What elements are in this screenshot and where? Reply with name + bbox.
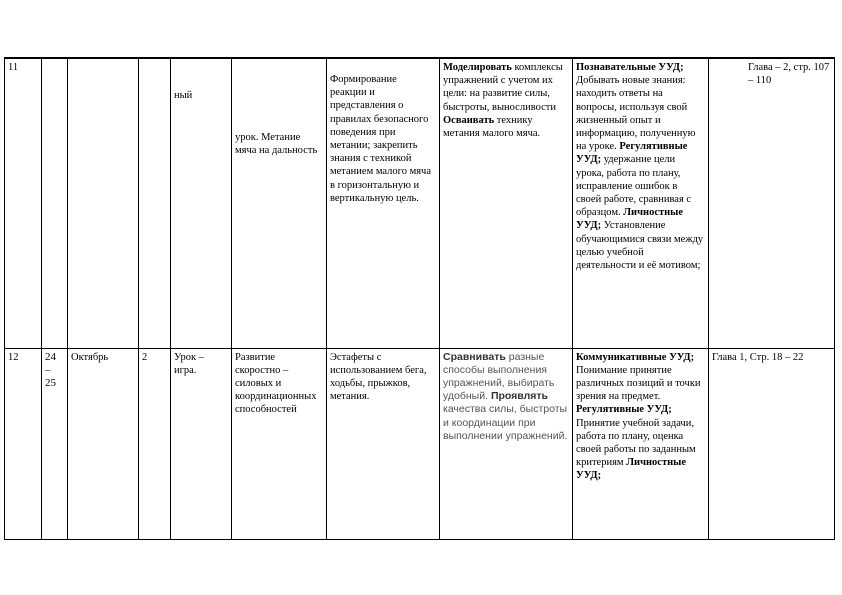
lesson-elements: Эстафеты с использованием бега, ходьбы, прыжков, метания. bbox=[327, 348, 440, 539]
activity-text: технику метания малого мяча. bbox=[443, 114, 541, 140]
uud-text: удержание цели урока, работа по плану, исправление ошибок в своей работе, сравнивая с образцом. bbox=[576, 154, 692, 219]
activity-verb: Сравнивать bbox=[443, 350, 506, 363]
lesson-plan-table bbox=[4, 57, 835, 540]
lesson-number: 12 bbox=[5, 348, 42, 539]
uud-heading: Личностные УУД; bbox=[576, 457, 687, 482]
lesson-dates bbox=[42, 58, 68, 348]
lesson-type: ный bbox=[171, 58, 232, 348]
reference-text: Глава – 2, стр. 107 – 110 bbox=[748, 62, 830, 87]
uud-heading: Коммуникативные УУД; bbox=[576, 351, 695, 363]
uud-heading: Регулятивные УУД; bbox=[576, 404, 672, 416]
activity-verb: Моделировать bbox=[443, 62, 512, 73]
reference-text: Глава 1, Стр. 18 – 22 bbox=[712, 351, 804, 363]
uud-text: Добывать новые знания: находить ответы на вопросы, используя свой жизненный опыт и информацию, полученную на уроке. bbox=[576, 75, 696, 153]
uud-text: Принятие учебной задачи, работа по плану, оценка своей работы по заданным критериям bbox=[576, 417, 696, 469]
lesson-month: Октябрь bbox=[68, 348, 139, 539]
uud-heading: Регулятивные УУД; bbox=[576, 141, 688, 166]
lesson-reference bbox=[709, 58, 835, 348]
lesson-uud bbox=[573, 58, 709, 348]
activity-text: комплексы упражнений с учетом их цели: на развитие силы, быстроты, выносливости bbox=[443, 62, 563, 113]
lesson-reference bbox=[709, 348, 835, 539]
lesson-uud bbox=[573, 348, 709, 539]
lesson-activity bbox=[440, 348, 573, 539]
lesson-topic: урок. Метание мяча на дальность bbox=[232, 58, 327, 348]
uud-heading: Познавательные УУД; bbox=[576, 62, 684, 73]
lesson-hours bbox=[139, 58, 171, 348]
lesson-month bbox=[68, 58, 139, 348]
table-row bbox=[5, 58, 835, 348]
uud-text: Установление обучающимися связи между целью учебной деятельности и её мотивом; bbox=[576, 220, 704, 272]
lesson-number: 11 bbox=[5, 58, 42, 348]
activity-text: качества силы, быстроты и координации при выполнении упражнений. bbox=[443, 403, 568, 442]
lesson-activity bbox=[440, 58, 573, 348]
lesson-type: Урок – игра. bbox=[171, 348, 232, 539]
activity-text: разные способы выполнения упражнений, выбирать удобный. bbox=[443, 350, 555, 403]
table-row bbox=[5, 348, 835, 539]
lesson-hours: 2 bbox=[139, 348, 171, 539]
uud-text: Понимание принятие различных позиций и точки зрения на предмет. bbox=[576, 364, 701, 403]
lesson-dates: 24 – 25 bbox=[42, 348, 68, 539]
activity-verb: Осваивать bbox=[443, 114, 495, 126]
uud-heading: Личностные УУД; bbox=[576, 207, 684, 232]
lesson-topic: Развитие скоростно – силовых и координационных способностей bbox=[232, 348, 327, 539]
activity-verb: Проявлять bbox=[490, 390, 549, 403]
lesson-elements: Формирование реакции и представления о правилах безопасного поведения при метании; закрепить знания с техникой метанием малого мяча в горизонтальную и вертикальную цель. bbox=[327, 58, 440, 348]
